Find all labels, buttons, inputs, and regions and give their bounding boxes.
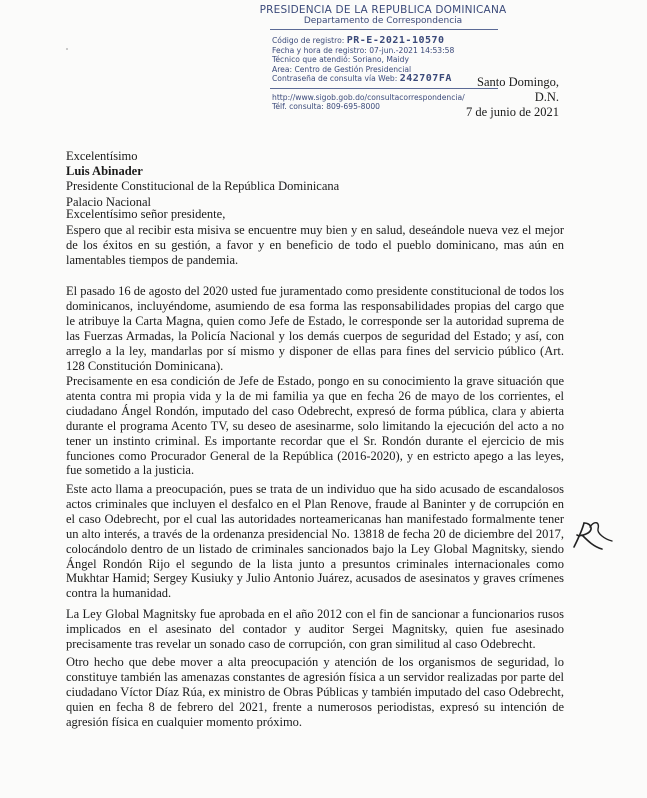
stamp-tech-line: Técnico que atendió: Soriano, Maidy <box>272 55 410 65</box>
stamp-registration-line <box>272 36 508 46</box>
recipient-block <box>66 149 564 210</box>
paragraph-3 <box>66 374 564 478</box>
stamp-reg-value: PR-E-2021-10570 <box>346 35 445 46</box>
paper-speck <box>66 48 68 50</box>
recipient-salutation: Excelentísimo <box>66 149 138 163</box>
stamp-date-line: Fecha y hora de registro: 07-jun.-2021 14:53:58 <box>272 45 455 55</box>
handwritten-initials-icon <box>568 517 618 557</box>
greeting: Excelentísimo señor presidente, <box>66 207 226 221</box>
paragraph-2 <box>66 284 564 373</box>
paragraph-5 <box>66 607 564 652</box>
stamp-area-line: Area: Centro de Gestión Presidencial <box>272 64 412 74</box>
stamp-pass-label: Contraseña de consulta vía Web: <box>272 74 398 84</box>
paragraph-text: El pasado 16 de agosto del 2020 usted fue juramentado como presidente constitucional de todos los dominicanos, incluyéndome, asumiendo de esa forma las responsabilidades propias del cargo que le atribuye la Carta Magna, quien como Jefe de Estado, le corresponde ser la autoridad suprema de las Fuerzas Armadas, la Policía Nacional y los demás cuerpos de seguridad del Estado; y así, con arreglo a la ley, mandarlas por sí mismo y disponer de ellas para fines del servicio público (Art. 128 Constitución Dominicana). <box>66 284 564 373</box>
paragraph-1 <box>66 223 564 268</box>
stamp-phone: Télf. consulta: 809-695-8000 <box>272 102 380 112</box>
city: Santo Domingo, D.N. <box>477 75 559 104</box>
stamp-pass-value: 242707FA <box>399 73 452 85</box>
paragraph-text: La Ley Global Magnitsky fue aprobada en el año 2012 con el fin de sancionar a funcionarios rusos implicados en el asesinato del contador y auditor Sergei Magnitsky, quien fue asesinado precisamente tras revelar un sonado caso de corrupción, con gran similitud al caso Odebrecht. <box>66 607 564 651</box>
recipient-name: Luis Abinader <box>66 164 143 179</box>
stamp-divider <box>270 29 498 30</box>
recipient-role: Presidente Constitucional de la República Dominicana <box>66 179 340 194</box>
stamp-department: Departamento de Correspondencia <box>303 16 463 26</box>
paragraph-4 <box>66 482 564 601</box>
place-and-date <box>455 75 559 120</box>
paragraph-6 <box>66 655 564 730</box>
paragraph-text: Otro hecho que debe mover a alta preocupación y atención de los organismos de seguridad, lo constituye también las amenazas constantes de agresión física a un servidor realizadas por parte del ciudadano Víctor Díaz Rúa, ex ministro de Obras Públicas y también imputado del caso Odebrecht, quien en fecha 8 de febrero del 2021, frente a numerosos periodistas, expresó su intención de agresión física en cualquier momento próximo. <box>66 655 564 729</box>
stamp-title: PRESIDENCIA DE LA REPUBLICA DOMINICANA <box>259 4 507 16</box>
stamp-reg-label: Código de registro: <box>272 36 345 45</box>
paragraph-text: Precisamente en esa condición de Jefe de Estado, pongo en su conocimiento la grave situación que atenta contra mi propia vida y la de mi familia ya que en fecha 26 de mayo de los corrientes, el ciudadano Ángel Rondón, imputado del caso Odebrecht, expresó de forma pública, clara y abierta durante el programa Acento TV, su deseo de asesinarme, solo limitando la ejecución del acto a no tener un instinto criminal. Es importante recordar que el Sr. Rondón durante el ejercicio de mis funciones como Procurador General de la República (2016-2020), y en estricto apego a las leyes, fue sometido a la justicia. <box>66 374 564 478</box>
paragraph-text: Este acto llama a preocupación, pues se trata de un individuo que ha sido acusado de escandalosos actos criminales que incluyen el desfalco en el Plan Renove, fraude al Baninter y de corrupción en el caso Odebrecht, por el cual las autoridades norteamericanas han manifestado formalmente tener un alto interés, a través de la ordenanza presidencial No. 13818 de fecha 20 de diciembre del 2017, colocándolo dentro de un listado de criminales sancionados bajo la Ley Global Magnitsky, siendo Ángel Rondón Rijo el segundo de la lista junto a presuntos criminales internacionales como Mukhtar Hamid; Sergey Kusiuky y Julio Antonio Juárez, acusados de asesinatos y graves crímenes contra la humanidad. <box>66 482 564 601</box>
stamp-url: http://www.sigob.gob.do/consultacorrespondencia/ <box>272 92 465 102</box>
paragraph-text: Espero que al recibir esta misiva se encuentre muy bien y en salud, deseándole nueva vez el mejor de los éxitos en su gestión, a favor y en beneficio de todo el pueblo dominicano, mas aún en lamentables tiempos de pandemia. <box>66 223 564 267</box>
letter-date: 7 de junio de 2021 <box>465 105 559 119</box>
recipient-office: Palacio Nacional <box>66 194 152 209</box>
